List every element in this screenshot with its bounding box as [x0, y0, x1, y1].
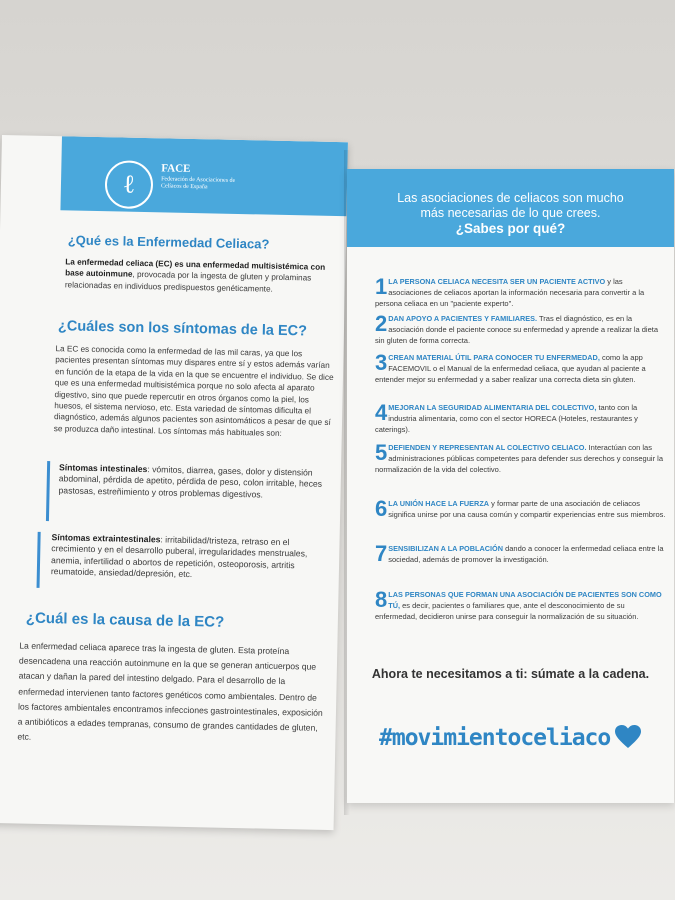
reason-number: 5: [375, 440, 388, 465]
reason-title: DEFIENDEN Y REPRESENTAN AL COLECTIVO CELIACO.: [388, 443, 587, 452]
reason-body: tanto con la industria alimentaria, como con el sector HORECA (Hoteles, restaurantes y caterings).: [375, 403, 638, 434]
reason-title: CREAN MATERIAL ÚTIL PARA CONOCER TU ENFERMEDAD,: [388, 353, 600, 362]
call-to-action: Ahora te necesitamos a ti: súmate a la cadena.: [371, 667, 650, 681]
reason-body: y las asociaciones de celiacos aportan la información necesaria para convertir a la persona celiaca en un "paciente experto".: [375, 277, 645, 308]
extra-accent-bar: [37, 532, 41, 588]
heading-what-is: ¿Qué es la Enfermedad Celiaca?: [67, 232, 270, 252]
face-logo-subtitle: Federación de Asociaciones de Celíacos de España: [160, 176, 236, 191]
right-header-band: [347, 169, 674, 247]
brochure-left-page: [0, 135, 348, 830]
intestinal-label: Síntomas intestinales: [58, 462, 148, 475]
reason-number: 2: [375, 311, 388, 336]
definition-bold: La enfermedad celiaca (EC) es una enfermedad multisistémica con base autoinmune: [65, 257, 326, 280]
brochure-right-page: [347, 169, 674, 803]
heart-icon: [615, 725, 641, 749]
definition-text: , provocada por la ingesta de gluten y prolaminas relacionadas en individuos predispuestos genéticamente.: [64, 270, 312, 294]
reason-item-7: [375, 541, 667, 566]
heading-symptoms: ¿Cuáles son los síntomas de la EC?: [57, 318, 308, 340]
reason-item-3: [375, 350, 667, 385]
intestinal-accent-bar: [46, 461, 50, 521]
header-question: ¿Sabes por qué?: [455, 221, 566, 236]
reason-item-1: [375, 274, 667, 309]
reason-number: 4: [375, 400, 388, 425]
reason-body: Tras el diagnóstico, es en la asociación donde el paciente conoce su enfermedad y aprende a realizar la dieta sin gluten de forma correcta.: [375, 314, 659, 345]
face-logo-name: FACE: [161, 162, 191, 175]
paragraph-symptoms: La EC es conocida como la enfermedad de las mil caras, ya que los pacientes presentan síntomas muy dispares entre sí y estos además varían en función de la etapa de la vida en la que se encuentre el individuo. Se dice que es una enfermedad multisistémica porque no solo afecta al aparato digestivo, sino que puede repercutir en otros órganos como la piel, los huesos, el sistema nervioso, etc. Esta variedad de síntomas dificulta el diagnóstico, además algunos pacientes son asintomáticos a pesar de que sí se produzca daño intestinal. Los síntomas más habituales son:: [53, 344, 334, 438]
reason-title: LAS PERSONAS QUE FORMAN UNA ASOCIACIÓN DE PACIENTES SON COMO TÚ,: [388, 590, 662, 610]
reason-title: DAN APOYO A PACIENTES Y FAMILIARES.: [388, 314, 538, 323]
reason-title: LA UNIÓN HACE LA FUERZA: [388, 499, 490, 508]
reason-body: y formar parte de una asociación de celiacos significa unirse por una causa común y compartir experiencias entre sus miembros.: [388, 499, 666, 519]
header-line-2: más necesarias de lo que crees.: [420, 206, 601, 220]
reason-number: 1: [375, 274, 388, 299]
reason-number: 3: [375, 350, 388, 375]
reason-text: [375, 496, 667, 521]
reason-text: [375, 400, 667, 435]
reason-number: 6: [375, 496, 388, 521]
reason-title: LA PERSONA CELIACA NECESITA SER UN PACIENTE ACTIVO: [388, 277, 606, 286]
reason-body: Interactúan con las administraciones públicas competentes para defender sus derechos y conseguir la normalización de la vida del colectivo.: [375, 443, 663, 474]
reason-body: dando a conocer la enfermedad celiaca entre la sociedad, además de promover la investigación.: [388, 544, 664, 564]
intestinal-symptoms: [58, 462, 333, 502]
intestinal-text: : vómitos, diarrea, gases, dolor y distensión abdominal, pérdida de apetito, pérdida de peso, colon irritable, heces pastosas, estreñimiento y otros problemas digestivos.: [58, 464, 323, 500]
reason-text: [375, 541, 667, 566]
paragraph-what-is: [65, 256, 340, 296]
header-line-1: Las asociaciones de celiacos son mucho: [397, 191, 624, 205]
reason-text: [375, 350, 667, 385]
extraintestinal-symptoms: [51, 532, 334, 584]
face-logo-icon: ℓ: [104, 160, 153, 209]
paragraph-cause: La enfermedad celiaca aparece tras la ingesta de gluten. Esta proteína desencadena una reacción autoinmune en la que se generan anticuerpos que atacan y dañan la pared del intestino delgado. Para el desarrollo de la enfermedad intervienen tanto factores genéticos como ambientales. Dentro de los factores ambientales encontramos infecciones gastrointestinales, exposición a antibióticos a edades tempranas, consumo de grandes cantidades de gluten, etc.: [17, 640, 323, 742]
reason-item-4: [375, 400, 667, 435]
reason-item-2: [375, 311, 667, 346]
reason-item-6: [375, 496, 667, 521]
reason-title: MEJORAN LA SEGURIDAD ALIMENTARIA DEL COLECTIVO,: [388, 403, 597, 412]
reason-title: SENSIBILIZAN A LA POBLACIÓN: [388, 544, 503, 553]
hashtag: #movimientoceliaco: [379, 725, 611, 751]
reason-body: es decir, pacientes o familiares que, ante el desconocimiento de su enfermedad, decidieron unirse para conseguir la normalización de su situación.: [375, 600, 639, 621]
reason-text: [375, 587, 667, 622]
reason-item-5: [375, 440, 667, 475]
reason-text: [375, 440, 667, 475]
extra-label: Síntomas extraintestinales: [51, 532, 161, 545]
reason-body: como la app FACEMOVIL o el Manual de la enfermedad celiaca, que ayudan al paciente a entender mejor su enfermedad y a saber realizar una correcta dieta sin gluten.: [375, 353, 646, 384]
reason-text: [375, 274, 667, 309]
reason-item-8: [375, 587, 667, 622]
reason-number: 7: [375, 541, 388, 566]
heading-cause: ¿Cuál es la causa de la EC?: [25, 609, 225, 631]
extra-text: : irritabilidad/tristeza, retraso en el crecimiento y en el desarrollo puberal, irregularidades menstruales, anemia, infertilidad o abortos de repetición, osteoporosis, artritis reumatoide, ansiedad/depresión, etc.: [50, 534, 308, 580]
reason-text: [375, 311, 667, 346]
reason-number: 8: [375, 587, 388, 612]
